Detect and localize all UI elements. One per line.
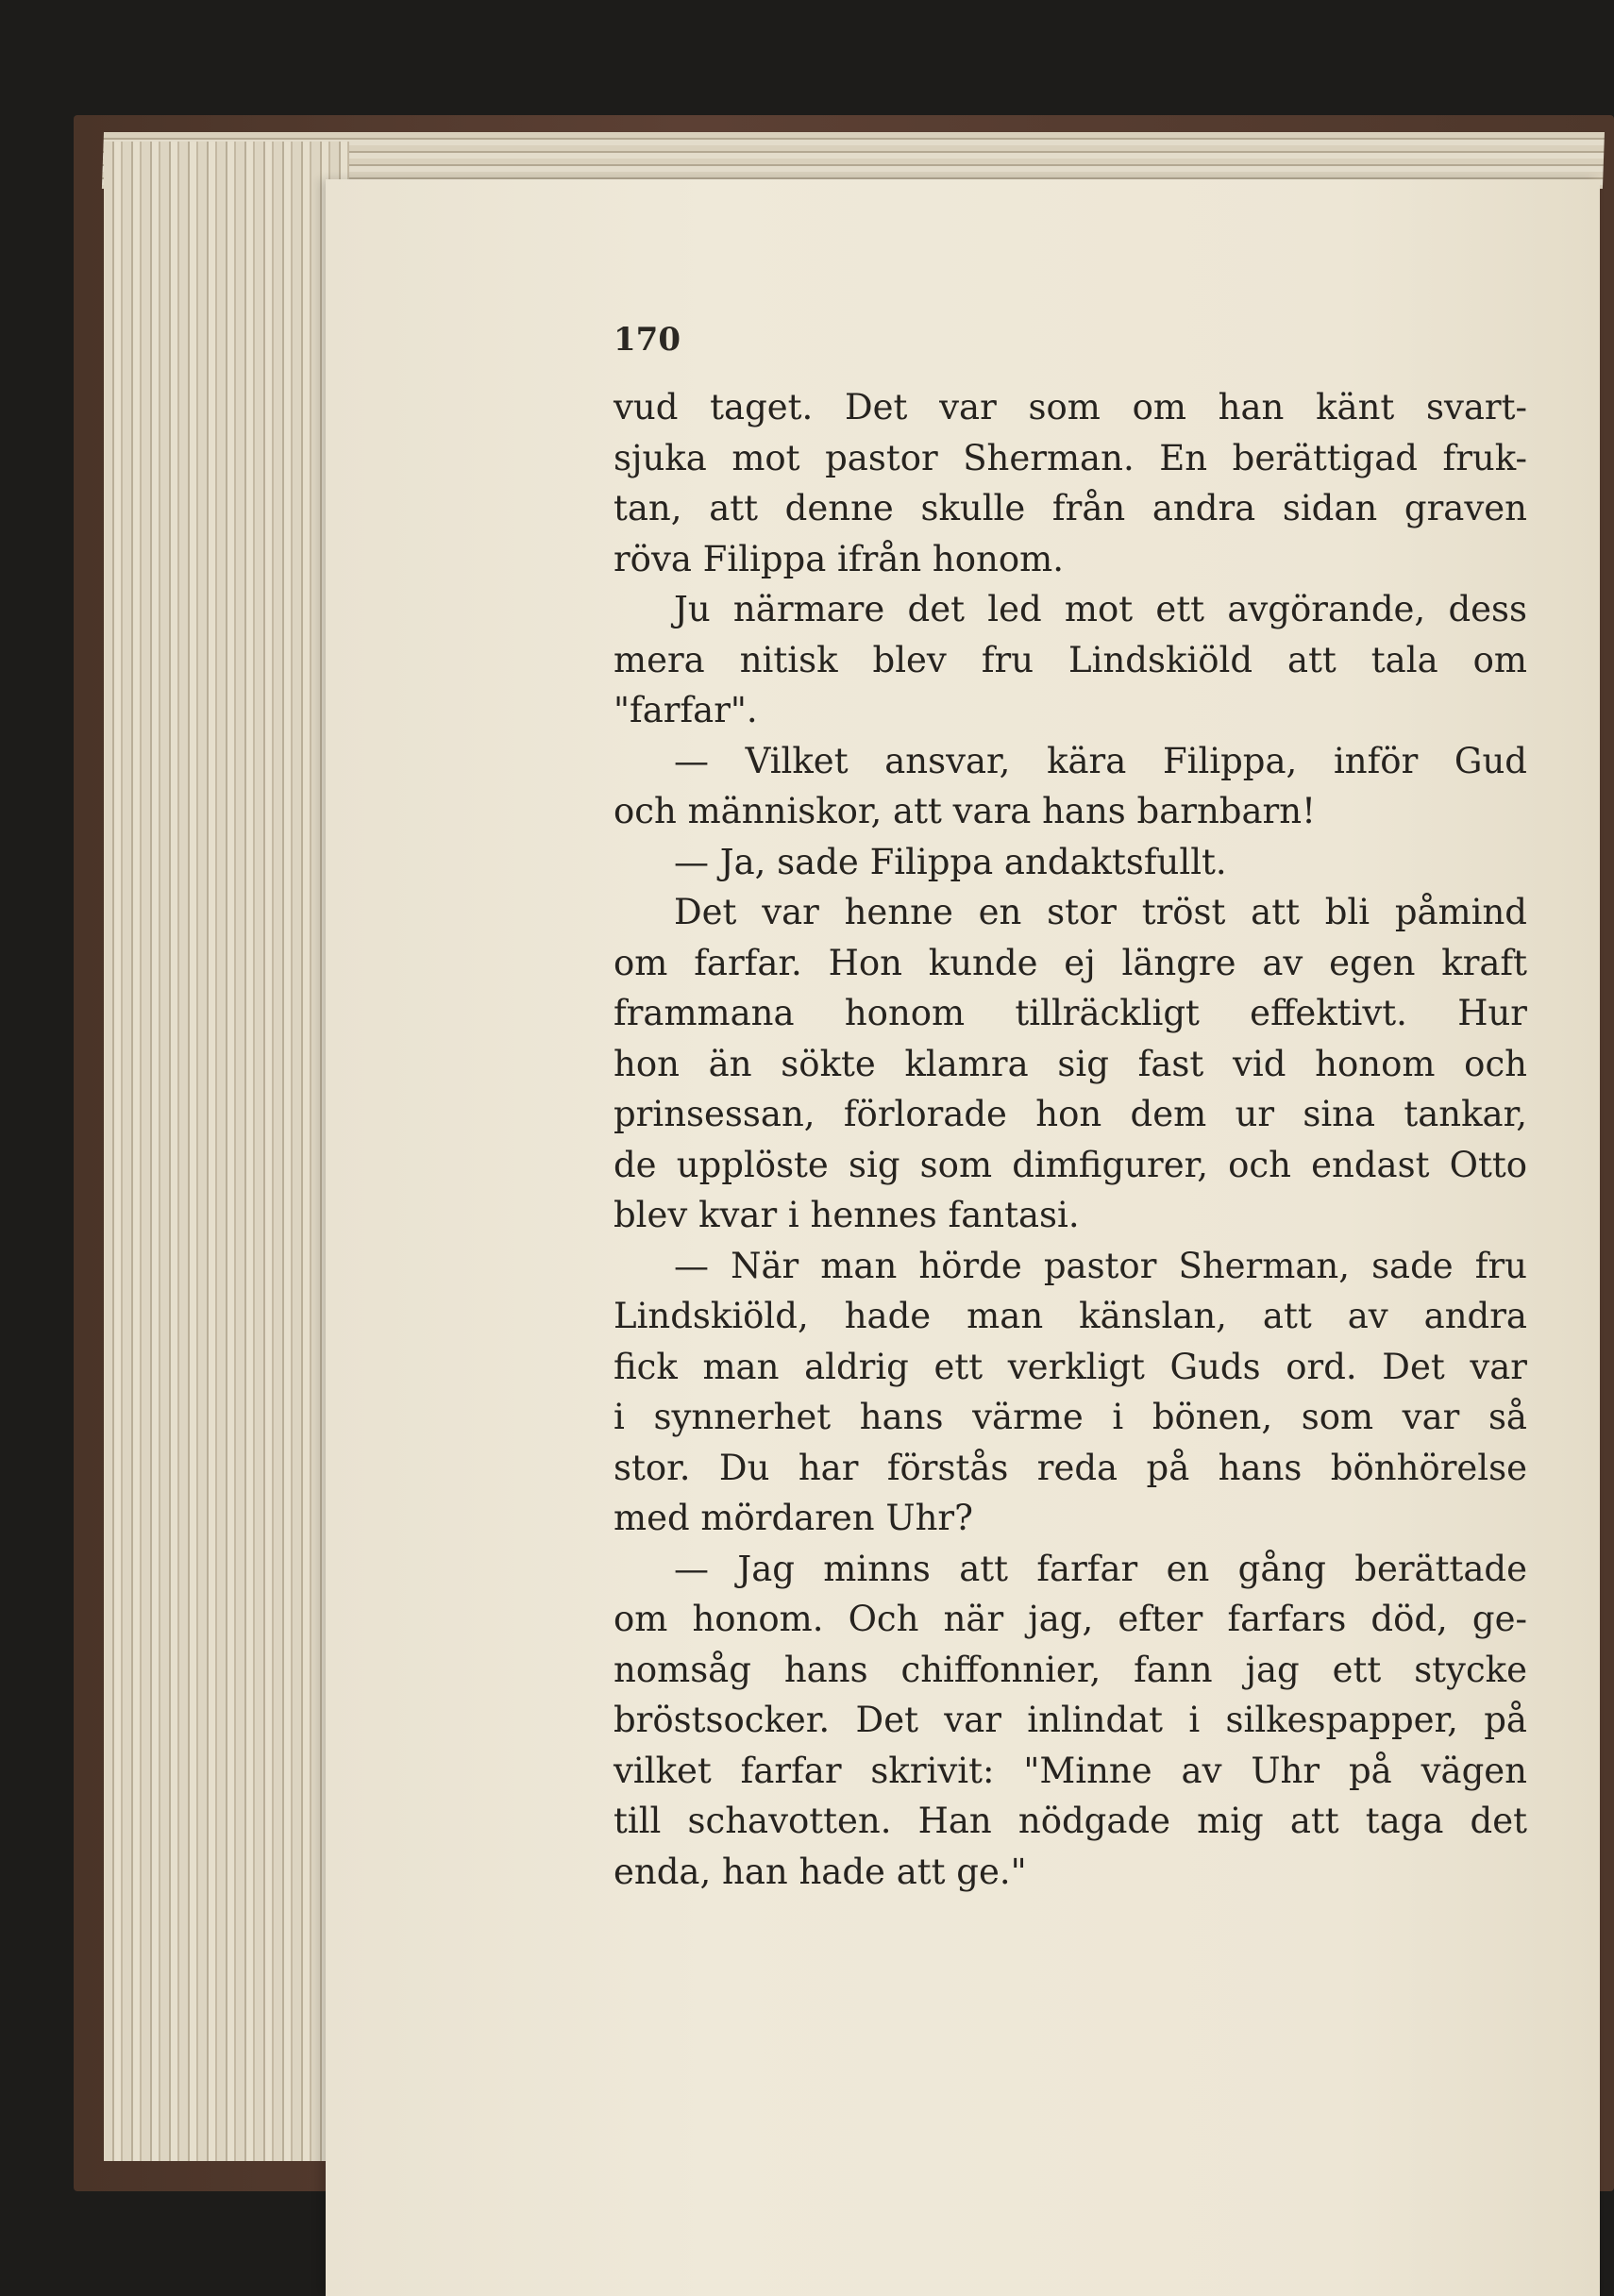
text-line: röva Filippa ifrån honom. [614, 538, 1064, 579]
text-line: nomsåg hans chiffonnier, fann jag ett stycke [614, 1649, 1527, 1690]
text-line: och människor, att vara hans barnbarn! [614, 791, 1316, 831]
text-line: Det var henne en stor tröst att bli påmind [674, 892, 1527, 932]
text-line: enda, han hade att ge." [614, 1851, 1027, 1892]
text-line: vud taget. Det var som om han känt svart- [614, 387, 1527, 427]
text-line: de upplöste sig som dimfigurer, och endast Otto [614, 1144, 1527, 1185]
text-line: tan, att denne skulle från andra sidan graven [614, 488, 1527, 528]
text-line: mera nitisk blev fru Lindskiöld att tala om [614, 639, 1527, 680]
text-line: vilket farfar skrivit: "Minne av Uhr på vägen [614, 1750, 1527, 1791]
page-number: 170 [614, 321, 681, 359]
text-line: hon än sökte klamra sig fast vid honom och [614, 1043, 1527, 1084]
text-line: Ju närmare det led mot ett avgörande, dess [674, 589, 1527, 629]
text-line: blev kvar i hennes fantasi. [614, 1195, 1080, 1235]
text-line: frammana honom tillräckligt effektivt. Hur [614, 993, 1527, 1033]
text-line: bröstsocker. Det var inlindat i silkespapper, på [614, 1700, 1527, 1740]
text-line: — Ja, sade Filippa andaktsfullt. [674, 841, 1227, 882]
text-line: — Vilket ansvar, kära Filippa, inför Gud [674, 740, 1527, 781]
body-text [614, 382, 1527, 1897]
text-line: prinsessan, förlorade hon dem ur sina tankar, [614, 1094, 1527, 1134]
page-edges-left [104, 142, 349, 2161]
text-line: stor. Du har förstås reda på hans bönhörelse [614, 1447, 1527, 1488]
text-line: till schavotten. Han nödgade mig att taga det [614, 1801, 1527, 1841]
text-line: om honom. Och när jag, efter farfars död, ge- [614, 1599, 1527, 1639]
text-line: med mördaren Uhr? [614, 1498, 973, 1538]
text-line: Lindskiöld, hade man känslan, att av andra [614, 1296, 1527, 1336]
text-line: om farfar. Hon kunde ej längre av egen kraft [614, 942, 1527, 983]
text-line: — När man hörde pastor Sherman, sade fru [674, 1245, 1527, 1286]
text-line: sjuka mot pastor Sherman. En berättigad fruk- [614, 437, 1527, 478]
text-line: fick man aldrig ett verkligt Guds ord. Det var [614, 1346, 1527, 1387]
text-line: i synnerhet hans värme i bönen, som var så [614, 1397, 1527, 1437]
text-line: "farfar". [614, 690, 758, 730]
text-line: — Jag minns att farfar en gång berättade [674, 1548, 1527, 1589]
